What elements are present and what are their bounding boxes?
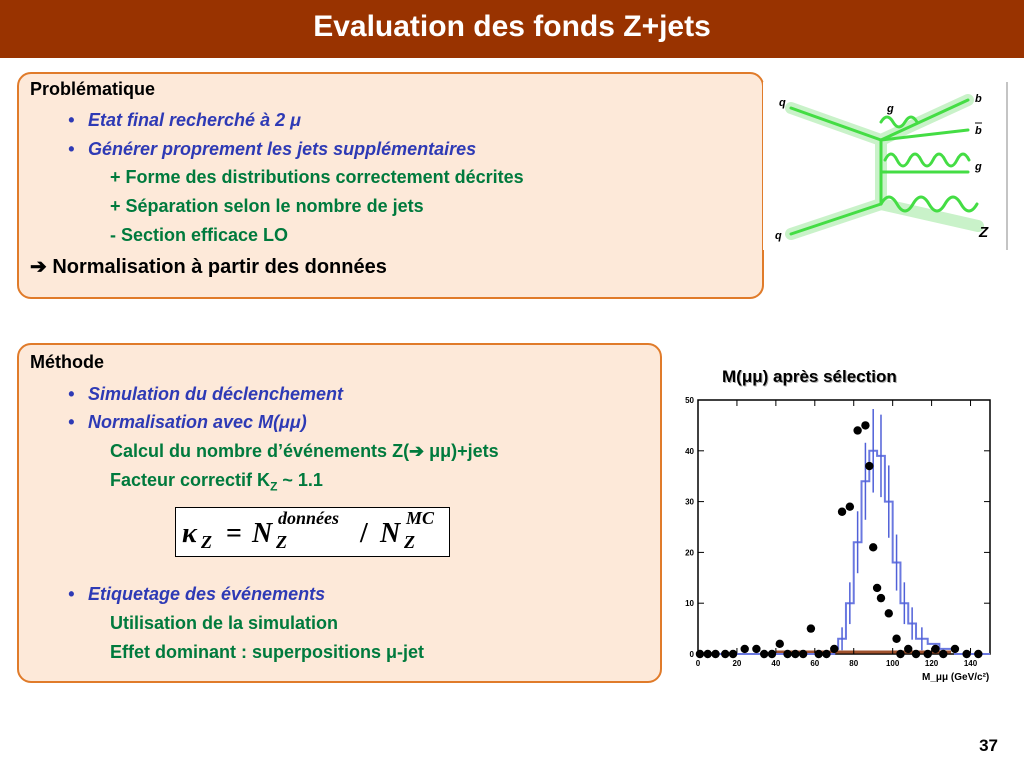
slide-title: Evaluation des fonds Z+jets [313, 10, 711, 43]
plot-frame [698, 400, 990, 654]
y-tick-label: 50 [685, 396, 694, 405]
formula-kappa: κ [182, 518, 197, 549]
formula-sup-donnees: données [278, 508, 340, 528]
box2-sub-2-suffix: ~ 1.1 [277, 470, 323, 490]
data-point [896, 650, 904, 658]
box2-sub-2 [110, 470, 323, 494]
bullet-dot-icon: • [68, 110, 75, 130]
title-underline [0, 58, 1024, 62]
data-point [939, 650, 947, 658]
data-point [752, 645, 760, 653]
x-tick-label: 0 [695, 659, 701, 668]
data-point [951, 645, 959, 653]
data-point [838, 508, 846, 516]
label-g2: g [975, 161, 982, 173]
data-point [892, 635, 900, 643]
data-point [791, 650, 799, 658]
box1-conclusion-text: Normalisation à partir des données [52, 256, 387, 278]
kappa-formula [175, 507, 450, 557]
label-q-top: q [779, 97, 786, 109]
box2-sub-2-prefix: Facteur correctif K [110, 470, 271, 490]
label-g1: g [887, 103, 894, 115]
data-point [869, 543, 877, 551]
box1-sub-1: + Forme des distributions correctement décrites [110, 167, 524, 187]
plot-title: M(μμ) après sélection [722, 367, 897, 386]
box1-bullet-1 [68, 110, 301, 131]
data-point [885, 609, 893, 617]
data-point [873, 584, 881, 592]
box1-sub-3: - Section efficace LO [110, 225, 289, 245]
data-point [861, 421, 869, 429]
data-point [807, 624, 815, 632]
box1-bullet-2 [68, 139, 476, 160]
bullet-dot-icon: • [68, 384, 75, 404]
page-number: 37 [979, 736, 998, 755]
bullet-dot-icon: • [68, 584, 75, 604]
x-tick-label: 80 [849, 659, 859, 668]
data-point [974, 650, 982, 658]
label-Z: Z [979, 224, 989, 241]
formula-sub-z-2: Z [276, 532, 287, 552]
data-point [729, 650, 737, 658]
formula-N1: N [252, 518, 273, 549]
box1-bullet-1-text: Etat final recherché à 2 μ [88, 110, 301, 130]
mass-plot [678, 392, 996, 688]
box1-heading: Problématique [30, 79, 156, 99]
title-bar [0, 0, 1024, 62]
data-point [768, 650, 776, 658]
x-tick-label: 120 [924, 659, 939, 668]
box2-sub-3: Utilisation de la simulation [110, 613, 339, 633]
y-tick-label: 0 [689, 650, 694, 659]
box1-conclusion [30, 254, 387, 279]
feynman-diagram [763, 82, 1010, 250]
formula-slash: / [360, 518, 368, 549]
bullet-dot-icon: • [68, 412, 75, 432]
box2-bullet-2-text: Normalisation avec M(μμ) [88, 412, 307, 432]
data-point [865, 462, 873, 470]
box2-bullet-3-text: Etiquetage des événements [88, 584, 326, 604]
x-axis-title: M_μμ (GeV/c²) [922, 672, 990, 683]
formula-sub-z-3: Z [404, 532, 415, 552]
y-tick-label: 30 [685, 497, 694, 507]
box2-sub-2-subscript: Z [270, 479, 278, 494]
data-point [853, 426, 861, 434]
data-point [846, 502, 854, 510]
label-q-bottom: q [775, 230, 782, 242]
y-tick-label: 20 [685, 548, 694, 558]
formula-sup-mc: MC [406, 508, 435, 528]
data-point [711, 650, 719, 658]
x-tick-label: 60 [810, 659, 820, 668]
box2-sub-4: Effet dominant : superpositions μ-jet [110, 642, 425, 662]
data-point [799, 650, 807, 658]
formula-N2: N [380, 518, 401, 549]
x-tick-label: 100 [885, 659, 900, 668]
box1-bullet-2-text: Générer proprement les jets supplémentaires [88, 139, 477, 159]
y-tick-label: 40 [685, 446, 694, 456]
data-point [760, 650, 768, 658]
data-point [904, 645, 912, 653]
data-point [696, 650, 704, 658]
box2-bullet-1-text: Simulation du déclenchement [88, 384, 344, 404]
box2-sub-1: Calcul du nombre d’événements Z(➔ μμ)+jets [110, 441, 499, 461]
x-tick-label: 40 [771, 659, 781, 668]
data-point [721, 650, 729, 658]
data-point [814, 650, 822, 658]
bullet-dot-icon: • [68, 139, 75, 159]
data-point [830, 645, 838, 653]
data-point [931, 645, 939, 653]
box1-sub-2: + Séparation selon le nombre de jets [110, 196, 424, 216]
data-point [924, 650, 932, 658]
label-bbar: b [975, 125, 982, 137]
box2-bullet-2 [68, 412, 307, 433]
arrow-right-icon: ➔ [30, 256, 47, 278]
label-b: b [975, 93, 982, 105]
data-point [741, 645, 749, 653]
box2-heading: Méthode [30, 352, 104, 372]
data-point [962, 650, 970, 658]
data-point [776, 640, 784, 648]
box2-bullet-1 [68, 384, 343, 405]
data-point [822, 650, 830, 658]
y-tick-label: 10 [685, 599, 694, 609]
data-point [704, 650, 712, 658]
data-point [783, 650, 791, 658]
x-tick-label: 20 [732, 659, 742, 668]
formula-sub-z: Z [201, 532, 212, 552]
x-tick-label: 140 [963, 659, 978, 668]
data-point [912, 650, 920, 658]
data-point [877, 594, 885, 602]
formula-equals: = [226, 518, 242, 549]
box2-bullet-3 [68, 584, 325, 605]
